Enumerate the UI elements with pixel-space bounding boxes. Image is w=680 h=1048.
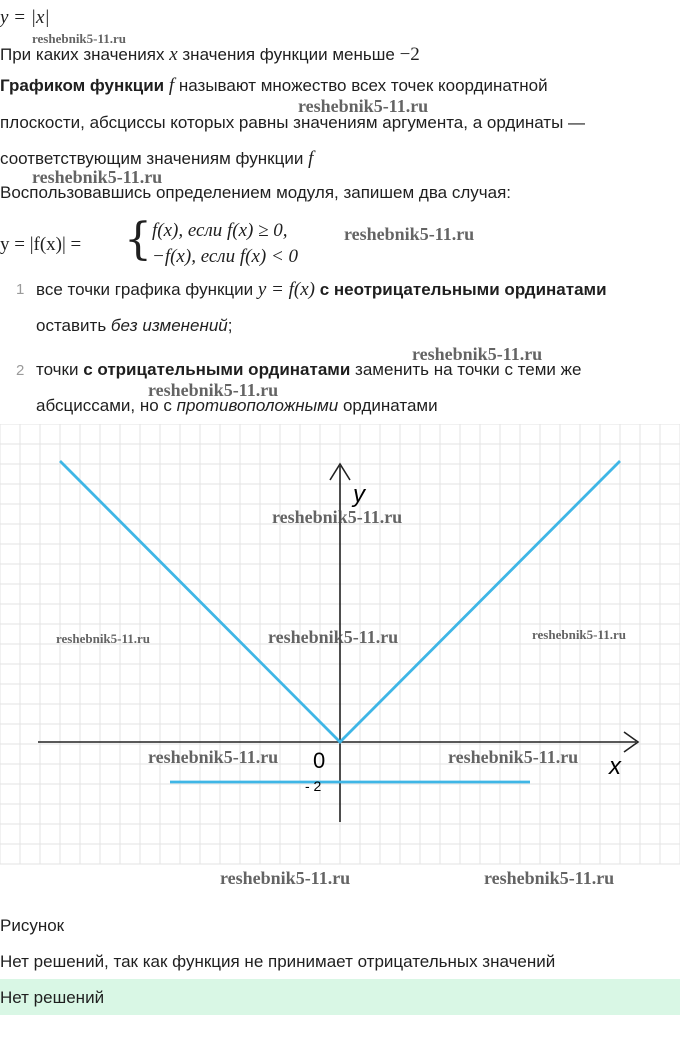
step-1-line-2 [36, 316, 232, 336]
question-value: −2 [399, 44, 420, 65]
case-2: −f(x), если f(x) < 0 [152, 246, 299, 267]
step-2-line2-after: ординатами [342, 396, 438, 415]
definition-bold: Графиком функции [0, 76, 165, 95]
conclusion: Нет решений, так как функция не принимает отрицательных значений [0, 952, 556, 971]
watermark: reshebnik5-11.ru [148, 380, 279, 400]
function-formula: y = |x| [0, 7, 50, 28]
neg-two-label: - 2 [305, 778, 322, 794]
modulus-intro: Воспользовавшись определением модуля, запишем два случая: [0, 183, 512, 202]
answer-box [0, 979, 680, 1015]
step-2-text-after: заменить на точки с теми же [355, 360, 582, 379]
origin-label: 0 [313, 748, 326, 773]
watermark: reshebnik5-11.ru [448, 747, 579, 767]
step-2-line-1 [36, 360, 581, 380]
step-number: 1 [16, 281, 25, 298]
step-1-math: y = f(x) [257, 279, 315, 300]
y-axis-label: y [353, 481, 365, 508]
watermark: reshebnik5-11.ru [344, 224, 475, 244]
step-2-bold: с отрицательными ординатами [83, 360, 351, 379]
x-axis-label: x [609, 753, 621, 780]
watermark: reshebnik5-11.ru [268, 627, 399, 647]
case-1: f(x), если f(x) ≥ 0, [152, 220, 288, 241]
cases-lhs: y = |f(x)| = [0, 234, 82, 255]
step-1-line-1 [36, 279, 607, 301]
question [0, 44, 420, 66]
watermark: reshebnik5-11.ru [272, 507, 403, 527]
question-var: x [169, 44, 178, 65]
step-2-line-2 [36, 396, 438, 416]
definition-line1-rest: называют множество всех точек координатной [178, 76, 548, 95]
graph [0, 424, 680, 894]
definition-var: f [168, 75, 175, 96]
definition-line3-var: f [308, 148, 314, 169]
step-1-text: все точки графика функции [36, 280, 254, 299]
step-2-line2-italic: противоположными [176, 396, 339, 415]
question-rest: значения функции меньше [182, 45, 395, 64]
watermark: reshebnik5-11.ru [148, 747, 279, 767]
figure-caption: Рисунок [0, 916, 65, 935]
step-1-bold: с неотрицательными ординатами [319, 280, 607, 299]
watermark: reshebnik5-11.ru [412, 344, 543, 364]
definition-line-1 [0, 75, 548, 97]
definition-line3-text: соответствующим значениям функции [0, 149, 304, 168]
watermark: reshebnik5-11.ru [532, 627, 627, 642]
answer: Нет решений [0, 988, 105, 1007]
step-1-line2-text: оставить [36, 316, 107, 335]
step-2-text: точки [36, 360, 79, 379]
step-1-line2-italic: без изменений [110, 316, 228, 335]
step-number: 2 [16, 362, 25, 379]
watermark: reshebnik5-11.ru [298, 96, 429, 116]
step-2-line2-text: абсциссами, но с [36, 396, 172, 415]
step-1-line2-after: ; [227, 316, 233, 335]
definition-line-2: плоскости, абсциссы которых равны значениям аргумента, а ординаты — [0, 113, 586, 132]
question-text: При каких значениях [0, 45, 165, 64]
watermark: reshebnik5-11.ru [220, 868, 351, 888]
watermark: reshebnik5-11.ru [32, 31, 127, 46]
watermark: reshebnik5-11.ru [484, 868, 615, 888]
watermark: reshebnik5-11.ru [56, 631, 151, 646]
cases-brace: { [124, 214, 152, 265]
watermark: reshebnik5-11.ru [32, 167, 163, 187]
